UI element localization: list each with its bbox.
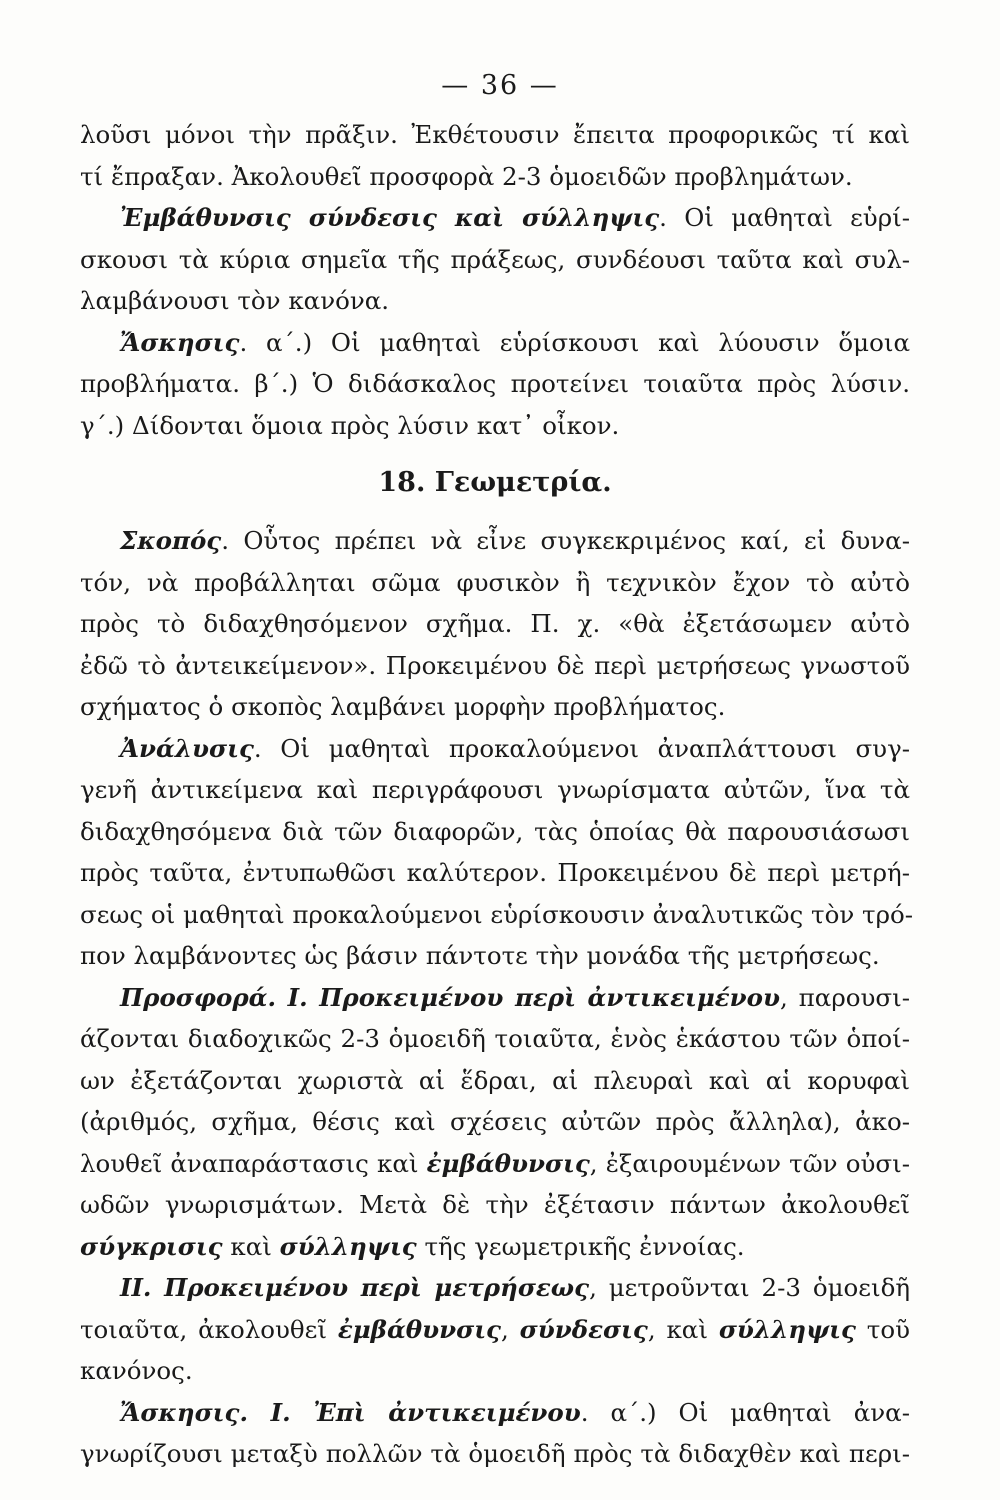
- text-line: [80, 1309, 910, 1351]
- text-run: . α΄.) Οἱ μαθηταὶ ἀνα-: [580, 1397, 910, 1427]
- text-line: [80, 520, 910, 562]
- paragraph-label: Προσφορά. Ι. Προκειμένου περὶ ἀντικειμένου: [120, 982, 781, 1012]
- text-run: . α΄.) Οἱ μαθηταὶ εὑρίσκουσι καὶ λύουσιν ὅμοια: [239, 327, 910, 357]
- text-line: σεως οἱ μαθηταὶ προκαλούμενοι εὑρίσκουσιν ἀναλυτικῶς τὸν τρό-: [80, 899, 913, 929]
- emphasis-term: σύνδεσις: [519, 1314, 648, 1344]
- text-line: άζονται διαδοχικῶς 2-3 ὁμοειδῆ τοιαῦτα, ἑνὸς ἑκάστου τῶν ὁποί-: [80, 1024, 910, 1053]
- text-line: [80, 977, 910, 1019]
- text-line: ων ἐξετάζονται χωριστὰ αἱ ἕδραι, αἱ πλευραὶ καὶ αἱ κορυφαὶ: [80, 1065, 910, 1095]
- text-run: , καὶ: [647, 1314, 719, 1344]
- text-run: λουθεῖ ἀναπαράστασις καὶ: [80, 1148, 427, 1178]
- text-line: γνωρίζουσι μεταξὺ πολλῶν τὰ ὁμοειδῆ πρὸς τὰ διδαχθὲν καὶ περι-: [80, 1439, 910, 1468]
- text-line: ωδῶν γνωρισμάτων. Μετὰ δὲ τὴν ἐξέτασιν πάντων ἀκολουθεῖ: [80, 1190, 910, 1219]
- text-line: πον λαμβάνοντες ὡς βάσιν πάντοτε τὴν μονάδα τῆς μετρήσεως.: [80, 941, 880, 970]
- text-line: πρὸς τὸ διδαχθησόμενον σχῆμα. Π. χ. «θὰ ἐξετάσωμεν αὐτὸ: [80, 609, 910, 638]
- text-line: [80, 1392, 910, 1434]
- emphasis-term: σύγκρισις: [80, 1231, 223, 1261]
- emphasis-term: ἐμβάθυνσις: [337, 1314, 501, 1344]
- text-line: λαμβάνουσι τὸν κανόνα.: [80, 286, 390, 315]
- text-run: ,: [500, 1314, 520, 1344]
- paragraph-label: Ἄσκησις: [120, 327, 240, 357]
- page-body: [80, 114, 913, 1475]
- text-line: τί ἔπραξαν. Ἀκολουθεῖ προσφορὰ 2-3 ὁμοειδῶν προβλημάτων.: [80, 161, 853, 191]
- text-run: , ἐξαιρουμένων τῶν οὐσι-: [589, 1148, 910, 1178]
- text-run: . Οἱ μαθηταὶ εὑρί-: [659, 203, 910, 232]
- emphasis-term: σύλληψις: [279, 1231, 417, 1261]
- text-line: [80, 1226, 910, 1268]
- text-run: καὶ: [222, 1231, 280, 1261]
- emphasis-term: σύλληψις: [718, 1314, 856, 1344]
- text-line: [80, 1143, 910, 1185]
- text-line: κανόνος.: [80, 1356, 193, 1385]
- text-line: γ΄.) Δίδονται ὅμοια πρὸς λύσιν κατ᾽ οἶκον.: [80, 410, 620, 440]
- text-line: [80, 1267, 910, 1309]
- paragraph-label: ΙΙ. Προκειμένου περὶ μετρήσεως: [120, 1273, 590, 1302]
- text-run: τῆς γεωμετρικῆς ἐννοίας.: [416, 1231, 745, 1261]
- text-run: . Οὗτος πρέπει νὰ εἶνε συγκεκριμένος καί, εἰ δυνα-: [221, 526, 910, 555]
- paragraph-label: Ἐμβάθυνσις σύνδεσις καὶ σύλληψις: [120, 203, 660, 232]
- text-line: [80, 322, 910, 364]
- text-line: γενῆ ἀντικείμενα καὶ περιγράφουσι γνωρίσματα αὐτῶν, ἵνα τὰ: [80, 775, 910, 804]
- text-run: , παρουσι-: [780, 982, 910, 1012]
- emphasis-term: ἐμβάθυνσις: [426, 1148, 590, 1178]
- text-line: διδαχθησόμενα διὰ τῶν διαφορῶν, τὰς ὁποίας θὰ παρουσιάσωσι: [80, 816, 910, 846]
- text-line: λοῦσι μόνοι τὴν πρᾶξιν. Ἐκθέτουσιν ἔπειτα προφορικῶς τί καὶ: [80, 120, 910, 149]
- text-run: τοιαῦτα, ἀκολουθεῖ: [80, 1314, 338, 1344]
- text-line: προβλήματα. β΄.) Ὁ διδάσκαλος προτείνει τοιαῦτα πρὸς λύσιν.: [80, 369, 910, 398]
- paragraph-label: Σκοπός: [120, 526, 222, 555]
- text-run: , μετροῦνται 2-3 ὁμοειδῆ: [589, 1273, 910, 1302]
- text-run: . Οἱ μαθηταὶ προκαλούμενοι ἀναπλάττουσι συγ-: [253, 733, 910, 763]
- text-line: σκουσι τὰ κύρια σημεῖα τῆς πράξεως, συνδέουσι ταῦτα καὶ συλ-: [80, 244, 910, 274]
- paragraph-label: Ἄσκησις. Ι. Ἐπὶ ἀντικειμένου: [120, 1397, 581, 1427]
- text-line: πρὸς ταῦτα, ἐντυπωθῶσι καλύτερον. Προκειμένου δὲ περὶ μετρή-: [80, 858, 910, 887]
- text-line: [80, 728, 910, 770]
- text-line: [80, 197, 910, 239]
- section-heading: 18. Γεωμετρία.: [378, 467, 612, 498]
- text-line: (ἀριθμός, σχῆμα, θέσις καὶ σχέσεις αὐτῶν πρὸς ἄλληλα), ἀκο-: [80, 1107, 910, 1136]
- text-run: τοῦ: [855, 1314, 911, 1344]
- text-line: ἐδῶ τὸ ἀντεικείμενον». Προκειμένου δὲ περὶ μετρήσεως γνωστοῦ: [80, 650, 910, 680]
- text-line: τόν, νὰ προβάλληται σῶμα φυσικὸν ἢ τεχνικὸν ἔχον τὸ αὐτὸ: [80, 567, 910, 597]
- text-line: σχήματος ὁ σκοπὸς λαμβάνει μορφὴν προβλήματος.: [80, 692, 726, 721]
- paragraph-label: Ἀνάλυσις: [120, 733, 254, 763]
- page-number: — 36 —: [441, 70, 559, 101]
